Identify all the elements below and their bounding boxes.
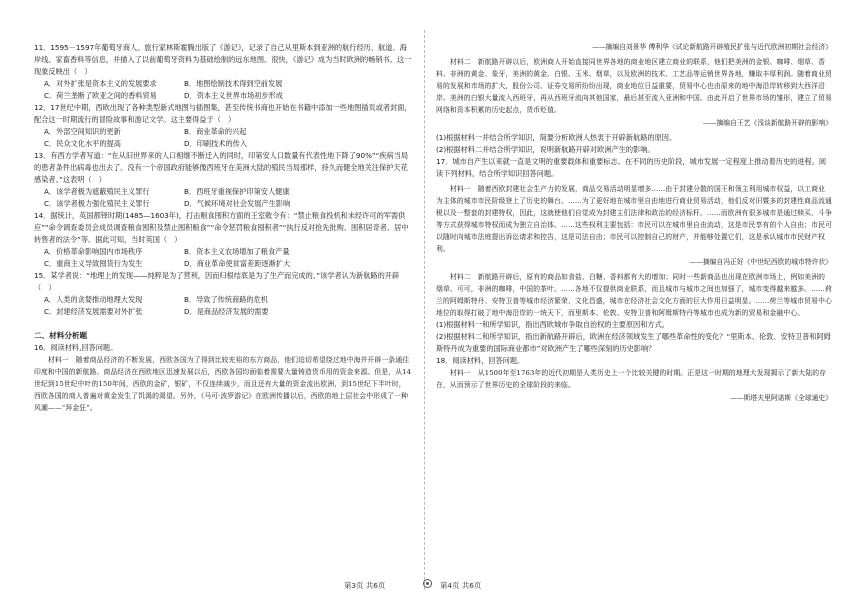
option-d: D．商业革命使贫富差距逐渐扩大 (184, 259, 291, 268)
page-number-right: 第4页 共6页 (440, 581, 482, 590)
question-11-options (34, 78, 412, 102)
question-14-stem: 14．据统计，英国都铎时期(1485—1603年)，打击粮食囤积方面的王室敕令有：“禁止粮食投机和未经许可的军需供应”“命令调查委员会成员调查粮食囤积及禁止囤积粮食”“命令惩罚粮食囤积者”“执行反对抢先批购、囤积居奇者、居中转售者的法令”等。据此可知，当时英国（ ） (34, 211, 409, 244)
option-b: B．资本主义农场增加了粮食产量 (184, 247, 290, 256)
gutter-dashed-line (424, 30, 425, 590)
question-13-options (34, 186, 412, 210)
option-b: B．西班牙重视保护印第安人健康 (184, 187, 290, 196)
question-17-part-1: (1)根据材料一和所学知识，指出西欧城市争取自治权的主要原因和方式。 (436, 320, 669, 329)
option-a: A．价格革命影响国内市场秩序 (44, 247, 143, 256)
option-c: C．封建经济发展需要对外扩张 (44, 307, 143, 316)
option-c: C．荷兰垄断了欧亚之间的香料贸易 (44, 91, 157, 100)
right-page (430, 0, 860, 608)
question-11-stem: 11．1595－1597年葡萄牙商人、旅行家林斯霍腾出版了《游记》，记录了自己从里斯本到亚洲的航行经历、航道、海岸线、家畜香料等信息，并描入了以前葡萄牙资料为基础绘制的远东地图。很快，《游记》成为当时欧洲的畅销书。这一现象反映出（ ） (34, 43, 412, 76)
question-16-part-2: (2)根据材料二并结合所学知识，说明新航路开辟对欧洲产生的影响。 (436, 145, 655, 154)
option-d: D．气候环境对社会发展产生影响 (184, 199, 291, 208)
option-b: B．导致了传统商路的危机 (184, 295, 268, 304)
option-b: B．地图绘制技术得到空前发展 (184, 79, 283, 88)
question-16-title: 16．阅读材料,回答问题。 (34, 343, 118, 352)
option-a: A．该学者极为遮蔽殖民主义罪行 (44, 187, 150, 196)
page-gutter (420, 0, 430, 608)
question-17-material-1: 材料一 随着西欧封建社会生产力的发展，商品交易活动明显增多……由于封建分散的国王和领主利用城市权益，以工商业为主体的城市市民阶级登上了历史的舞台。……为了更好地在城市里自由地进行商业贸易活动，他们反对旧暨多的封建性商品流通税以及一整套的封建特权，因此，这就使他们自觉成为封建主们法律和政治的经济标杆。……而欧洲有很多城市是通过赎买、斗争等方式获得城市特权而成为独立自治体。……这些权利主要包括：市民可以在城市里自由流动，这是市民享有的个人自由；市民可以随时向城市法庭提出诉讼请求和控告，这是司法自由；市民可以控制自己的财产，并能够处置它们，这是承认城市市民财产权利。 (436, 185, 832, 253)
question-15-options (34, 294, 412, 318)
page-divider-icon (423, 579, 432, 588)
source-citation: ——摘编自刘景华 傅利华《试论新航路开辟殖民扩张与近代欧洲初期社会经济》 (591, 43, 832, 51)
question-17-material-2: 材料二 新航路开辟后，原有的商品如食盐、白糖、香料都有大的增加；同时一些新商品也出现在欧洲市场上，例如美洲的烟草、可可，非洲的咖啡，中国的茶叶。……各地不仅提供商业联系，而且城市与城市之间也加强了，城市变得越来越多。……荷兰的阿姆斯特丹、安特卫普等城市经济繁荣、文化昌盛，城市在经济社会文化方面的巨大作用日益明显。……荷兰等城市贸易中心地位的取得打破了地中海沿岸的一统天下，而里斯本、伦敦、安特卫普和阿姆斯特丹等城市也成为新的贸易和金融中心。 (436, 273, 832, 317)
source-citation: ——斯塔夫里阿诺斯《全球通史》 (730, 394, 832, 402)
option-c: C．该学者极力强化殖民主义罪行 (44, 199, 150, 208)
option-d: D．资本主义世界市场初步形成 (184, 91, 283, 100)
question-16-material-2: 材料二 新航路开辟以后，欧洲商人开始直接同世界各地的商业地区建立商业的联系，他们把美洲的金银、咖啡、烟草、香料、非洲的黄金、象牙，美洲的黄金、白银、玉米、烟草，以及欧洲的技术、工艺品等运销世界各地，赚取丰厚利润。随着商业贸易的发展和市场的扩大，股份公司、证券交易所纷纷出现，商业地位日益重要，贸易中心也由原来的地中海沿岸转移到大西洋沿岸。美洲的白银大量流入西班牙，再从西班牙流向其他国家，最后甚至流入亚洲和中国。由此开启了世界市场的雏形，建立了贸易网络和资本积累的历史起点，货币贬值。 (436, 58, 832, 114)
page-number-left: 第3页 共6页 (344, 581, 386, 590)
source-citation: ——摘编自王艺《浅谈新航路开辟的影响》 (702, 119, 832, 127)
option-a: A．人类的贪婪推动地理大发现 (44, 295, 143, 304)
question-17-stem: 17．城市自产生以来就一直是文明的重要载体和重要标志。在不同的历史阶段，城市发展一定程度上推动着历史的进程。阅读下列材料，结合所学知识回答问题。 (436, 157, 827, 178)
question-12-options (34, 126, 412, 150)
question-18-material-1: 材料一 从1500年至1763年的近代初期是人类历史上一个比较关键的时期。正是这一时期的地理大发现揭示了新大陆的存在，从而预示了世界历史的全球阶段的来临。 (436, 369, 827, 389)
question-12-stem: 12．17世纪中期，西欧出现了各种类型新式地图与插图集，甚至传统书商也开始在书籍中添加一些地图插页或者封面，配合这一时期流行的冒险故事和游记文学。这主要得益于（ ） (34, 103, 412, 124)
question-15-stem: 15．某学者说：“地理上的发现——纯粹是为了营利，因而归根结底是为了生产而完成的。”该学者认为新航路的开辟（ ） (34, 271, 400, 292)
question-16-material-1: 材料一 随着商品经济的不断发展，西欧各国为了得到比较充裕的东方商品，他们迫切希望绕过地中海并开辟一条通往印度和中国的新航路。商品经济在西欧地区迅速发展以后，西欧各国均面临着需要大量铸造货币用的资金来源。但是，从14世纪到15世纪中叶的150年间，西欧的金矿，银矿，不仅连续减少，而且还有大量的资金流出欧洲，到15世纪下半叶时，西欧各国的商人普遍对黄金发生了饥渴的渴望。另外，《马可·波罗游记》在欧洲传播以后，西欧的地上层社会中形成了一种风潮——“拜金狂”。 (34, 356, 412, 412)
option-a: A．外部空间知识的更新 (44, 127, 121, 136)
section-heading: 二、材料分析题 (34, 331, 88, 340)
question-18-title: 18．阅读材料，回答问题。 (436, 356, 525, 365)
option-c: C．重商主义导致囤货行为发生 (44, 259, 143, 268)
option-c: C．民众文化水平的提高 (44, 139, 121, 148)
option-d: D．是商品经济发展的需要 (184, 307, 269, 316)
option-b: B．商业革命的兴起 (184, 127, 247, 136)
question-13-stem: 13．有西方学者写道：“在从旧世界来的人口相继不断迁入的同时，印第安人口数量有代表性地下降了90%”“疾病当局的患者条件出病毒也出去了。没有一个帝国政府能够像西班牙在美洲大陆的殖民当局那样，持久而健全地关注保护天花感染者。”这表明（ ） (34, 151, 409, 184)
question-17-part-2: (2)根据材料二和所学知识，指出新航路开辟后，欧洲在经济领域发生了哪些革命性的变化？“里斯本、伦敦、安特卫普和阿姆斯特丹成为重要的国际商业都市”对欧洲产生了哪些深刻的历史影响？ (436, 332, 831, 353)
left-page (0, 0, 418, 608)
source-citation: ——摘编自冯正好《中世纪西欧的城市特许状》 (689, 258, 832, 266)
question-16-part-1: (1)根据材料一并结合所学知识，简要分析欧洲人热衷于开辟新航路的原因。 (436, 133, 677, 142)
question-14-options (34, 246, 412, 270)
option-d: D．印刷技术的传入 (184, 139, 248, 148)
option-a: A．对外扩张是资本主义的发展要求 (44, 79, 157, 88)
